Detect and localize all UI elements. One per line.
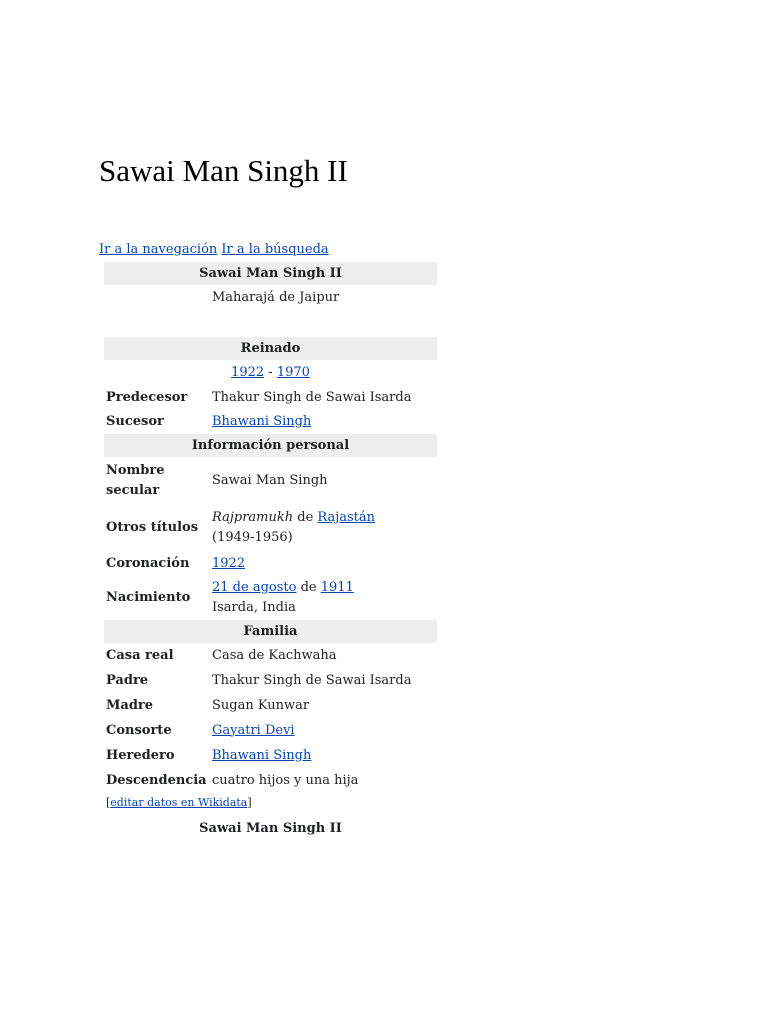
father-value: Thakur Singh de Sawai Isarda	[212, 672, 412, 688]
heir-link[interactable]: Bhawani Singh	[212, 747, 312, 763]
other-titles-value	[210, 508, 437, 548]
predecessor-label: Predecesor	[106, 389, 188, 405]
reign-header: Reinado	[104, 337, 437, 360]
other-titles-label: Otros títulos	[106, 520, 199, 535]
jump-to-search-link[interactable]: Ir a la búsqueda	[221, 242, 329, 257]
birth-place: Isarda, India	[212, 600, 296, 615]
edit-bracket-close: ]	[247, 796, 252, 809]
father-row	[104, 668, 437, 693]
infobox-subtitle-row	[104, 285, 437, 315]
other-titles-row	[104, 505, 437, 551]
jump-to-navigation-link[interactable]: Ir a la navegación	[99, 242, 218, 257]
birth-de: de	[296, 580, 321, 595]
secular-name-row	[104, 457, 437, 505]
wikidata-edit-row	[104, 793, 439, 818]
other-titles-years: (1949-1956)	[212, 530, 293, 545]
reign-separator: -	[264, 365, 277, 380]
page-title: Sawai Man Singh II	[99, 153, 348, 188]
secular-name-value: Sawai Man Singh	[212, 473, 328, 488]
predecessor-value: Thakur Singh de Sawai Isarda	[212, 389, 412, 405]
descendants-row	[104, 768, 437, 793]
coronation-link[interactable]: 1922	[212, 555, 246, 571]
consort-row	[104, 718, 437, 743]
reign-start-link[interactable]: 1922	[231, 365, 265, 380]
rajastan-link[interactable]: Rajastán	[317, 510, 376, 525]
birth-date-link[interactable]: 21 de agosto	[212, 580, 297, 595]
royal-house-label: Casa real	[106, 647, 174, 663]
family-header: Familia	[104, 620, 437, 643]
mother-label: Madre	[106, 697, 154, 713]
jump-links	[99, 240, 329, 260]
secular-name-label: Nombre secular	[106, 463, 165, 498]
mother-row	[104, 693, 437, 718]
successor-row	[104, 410, 437, 434]
royal-house-value: Casa de Kachwaha	[212, 647, 337, 663]
birth-year-link[interactable]: 1911	[320, 580, 354, 595]
consort-link[interactable]: Gayatri Devi	[212, 722, 295, 738]
infobox	[104, 262, 437, 840]
infobox-header: Sawai Man Singh II	[104, 262, 437, 285]
descendants-label: Descendencia	[106, 772, 207, 788]
other-titles-de: de	[293, 510, 318, 525]
other-titles-italic: Rajpramukh	[212, 510, 294, 525]
mother-value: Sugan Kunwar	[212, 697, 310, 713]
father-label: Padre	[106, 672, 149, 688]
heir-row	[104, 743, 437, 768]
reign-years-row	[104, 360, 437, 385]
reign-end-link[interactable]: 1970	[276, 365, 310, 380]
edit-wikidata-link[interactable]: editar datos en Wikidata	[110, 796, 248, 809]
edit-bracket-open: [	[106, 796, 111, 809]
coronation-row	[104, 551, 437, 576]
birth-label: Nacimiento	[106, 590, 191, 605]
descendants-value: cuatro hijos y una hija	[212, 772, 359, 788]
royal-house-row	[104, 643, 437, 668]
infobox-footer-title: Sawai Man Singh II	[199, 821, 342, 836]
personal-info-header: Información personal	[104, 434, 437, 457]
successor-link[interactable]: Bhawani Singh	[212, 414, 312, 429]
heir-label: Heredero	[106, 747, 175, 763]
successor-label: Sucesor	[106, 414, 164, 429]
consort-label: Consorte	[106, 722, 172, 738]
birth-row	[104, 576, 437, 620]
predecessor-row	[104, 385, 437, 410]
coronation-label: Coronación	[106, 555, 190, 571]
infobox-subtitle: Maharajá de Jaipur	[212, 290, 340, 305]
birth-value	[210, 578, 437, 618]
